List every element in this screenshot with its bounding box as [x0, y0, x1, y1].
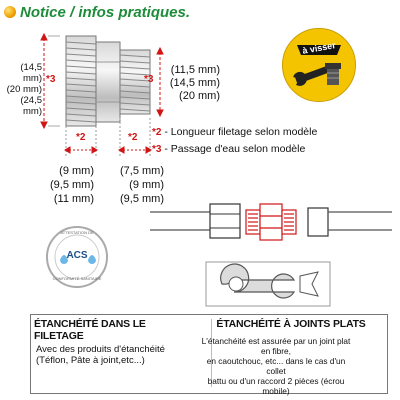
legend-mark-3: *3 — [152, 144, 162, 155]
screw-badge — [282, 28, 356, 102]
left-dims — [2, 62, 42, 117]
left-marker-2: *2 — [76, 132, 86, 143]
badge-label: à visser — [301, 40, 337, 56]
col-right-3: (9,5 mm) — [120, 193, 164, 205]
left-thread — [66, 36, 96, 126]
wrench-icon — [206, 262, 330, 306]
flat-gasket-line2: en caoutchouc, etc... dans le cas d'un collet — [206, 356, 346, 376]
assembly-diagram — [150, 204, 392, 240]
acs-ring-bottom: CONFORMITÉ SANITAIRE — [52, 276, 102, 281]
flat-gasket-line1: L'étanchéité est assurée par un joint plat en fibre, — [201, 336, 351, 356]
col-right-1: (7,5 mm) — [120, 165, 164, 177]
thread-length-arrows — [65, 147, 151, 153]
legend-thread-length — [152, 126, 317, 138]
hex-nut — [96, 42, 120, 122]
acs-ring-top: ATTESTATION DE — [60, 230, 94, 235]
right-dim-1: (11,5 mm) — [170, 64, 220, 76]
flat-gasket-heading: ÉTANCHÉITÉ À JOINTS PLATS — [216, 318, 366, 330]
acs-logo — [46, 226, 108, 288]
legend-text-2: - Longueur filetage selon modèle — [164, 126, 318, 138]
right-dim-arrow — [157, 48, 163, 116]
left-dim-2: (20 mm) — [6, 84, 42, 95]
thread-sealing-line2: (Téflon, Pâte à joint,etc...) — [36, 355, 145, 366]
col-right-dims — [108, 164, 164, 206]
right-dim-2: (14,5 mm) — [169, 77, 220, 89]
col-left-dims — [40, 164, 94, 206]
right-marker-3: *3 — [144, 74, 154, 85]
col-right-2: (9 mm) — [129, 179, 164, 191]
left-marker-3: *3 — [46, 74, 56, 85]
left-dim-3: (24,5 mm) — [20, 95, 42, 117]
thread-sealing-line1: Avec des produits d'étanchéité — [36, 344, 165, 355]
right-dim-3: (20 mm) — [179, 90, 220, 102]
right-dims — [168, 64, 220, 103]
page-title: Notice / infos pratiques. — [20, 4, 191, 21]
acs-label: ACS — [66, 250, 88, 261]
col-left-2: (9,5 mm) — [50, 179, 94, 191]
left-dim-1: (14,5 mm) — [20, 62, 42, 84]
legend-mark-2: *2 — [152, 127, 162, 138]
right-marker-2: *2 — [128, 132, 138, 143]
legend-text-3: - Passage d'eau selon modèle — [164, 143, 306, 155]
flat-gasket-line3: battu ou d'un raccord 2 pièces (écrou mobile) — [207, 376, 345, 396]
col-left-1: (9 mm) — [59, 165, 94, 177]
flat-gasket-text — [196, 336, 356, 396]
thread-sealing-text — [36, 344, 166, 366]
legend-water-passage — [152, 143, 305, 155]
thread-sealing-heading: ÉTANCHÉITÉ DANS LE FILETAGE — [34, 318, 146, 342]
col-left-3: (11 mm) — [53, 193, 94, 205]
